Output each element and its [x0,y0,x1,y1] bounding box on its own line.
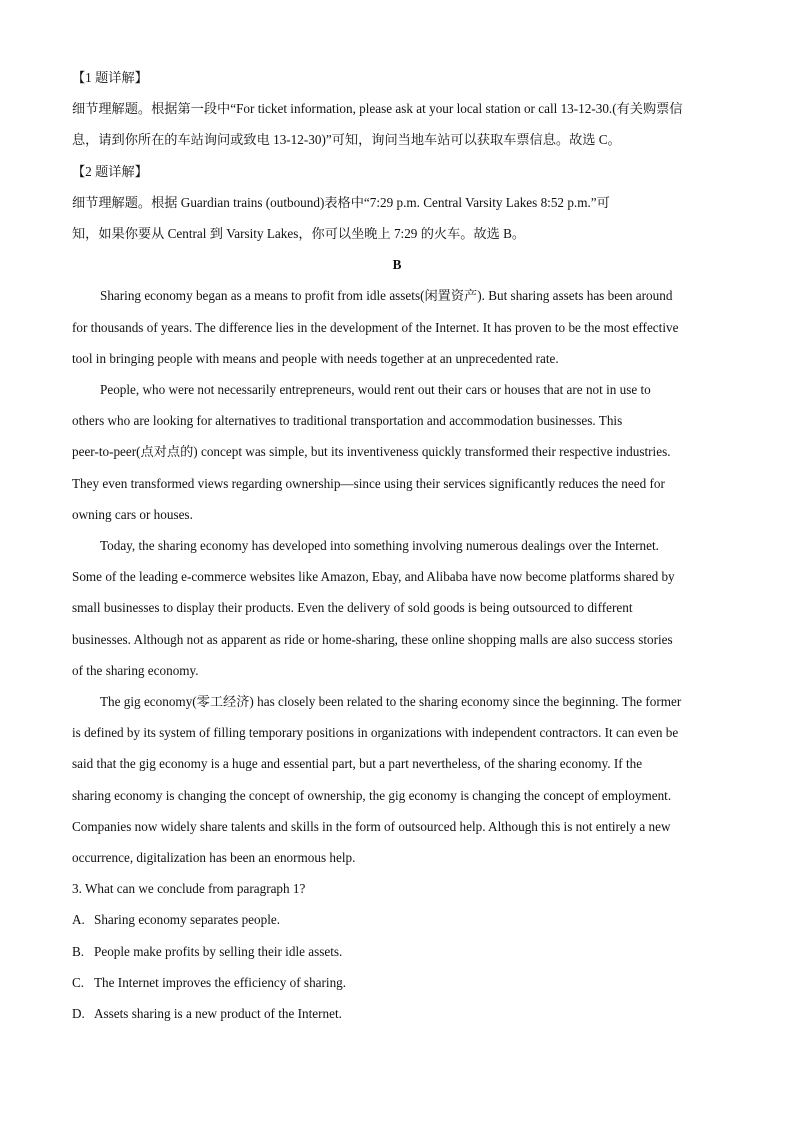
option-letter: D. [72,1006,85,1022]
option-text: Sharing economy separates people. [94,912,281,928]
question-stem [72,873,722,904]
option-b[interactable] [72,936,722,967]
explanation-line: 知，如果你要从 Central 到 Varsity Lakes，你可以坐晚上 7:29 的火车。故选 B。 [72,226,526,242]
document-page [72,62,722,1029]
option-text: Assets sharing is a new product of the Internet. [94,1006,342,1022]
passage-line: Sharing economy began as a means to profit from idle assets(闲置资产). But sharing assets has been around [100,288,673,304]
option-letter: B. [72,943,85,959]
passage-line: others who are looking for alternatives to traditional transportation and accommodation businesses. This [72,413,623,429]
option-a[interactable] [72,904,722,935]
passage-paragraph-3 [72,530,722,686]
passage-paragraph-2 [72,374,722,530]
passage-paragraph-4 [72,686,722,873]
option-text: The Internet improves the efficiency of sharing. [94,974,347,990]
explanation-line: 息，请到你所在的车站询问或致电 13-12-30)”可知，询问当地车站可以获取车票信息。故选 C。 [72,132,621,148]
passage-line: Some of the leading e-commerce websites like Amazon, Ebay, and Alibaba have now become platforms shared by [72,569,675,585]
passage-line: owning cars or houses. [72,506,193,522]
option-c[interactable] [72,967,722,998]
option-letter: C. [72,974,85,990]
passage-paragraph-1 [72,280,722,374]
passage-line: is defined by its system of filling temporary positions in organizations with independent contractors. It can even be [72,725,679,741]
explanation-line: 细节理解题。根据 Guardian trains (outbound)表格中“7:29 p.m. Central Varsity Lakes 8:52 p.m.”可 [72,194,610,210]
option-d[interactable] [72,998,722,1029]
passage-line: They even transformed views regarding ownership—since using their services significantly reduces the need for [72,475,665,491]
explanation-2 [72,156,722,250]
passage-line: sharing economy is changing the concept of ownership, the gig economy is changing the concept of employment. [72,787,672,803]
passage-line: People, who were not necessarily entrepreneurs, would rent out their cars or houses that are not in use to [100,382,651,398]
passage-line: tool in bringing people with means and people with needs together at an unprecedented rate. [72,350,559,366]
passage-line: businesses. Although not as apparent as ride or home-sharing, these online shopping malls are also success stories [72,631,673,647]
passage-line: occurrence, digitalization has been an enormous help. [72,850,356,866]
passage-line: small businesses to display their products. Even the delivery of sold goods is being outsourced to different [72,600,633,616]
passage-line: said that the gig economy is a huge and essential part, but a part nevertheless, of the sharing economy. If the [72,756,643,772]
passage-line: for thousands of years. The difference lies in the development of the Internet. It has proven to be the most effective [72,319,679,335]
question-3 [72,873,722,1029]
explanation-heading: 【1 题详解】 [72,70,148,85]
passage [72,280,722,873]
section-label: B [392,257,402,273]
option-letter: A. [72,912,85,928]
explanation-line: 细节理解题。根据第一段中“For ticket information, please ask at your local station or call 13-12-30.(有关购票信 [72,101,683,117]
question-number: 3. [72,881,82,897]
explanation-heading: 【2 题详解】 [72,163,148,179]
passage-line: Companies now widely share talents and skills in the form of outsourced help. Although this is not entirely a new [72,818,671,834]
passage-line: The gig economy(零工经济) has closely been related to the sharing economy since the beginning. The former [100,694,682,710]
option-text: People make profits by selling their idle assets. [94,943,343,959]
passage-line: Today, the sharing economy has developed into something involving numerous dealings over the Internet. [100,538,659,554]
passage-line: peer-to-peer(点对点的) concept was simple, but its inventiveness quickly transformed their respective industries. [72,444,671,460]
explanation-1 [72,62,722,156]
question-text: What can we conclude from paragraph 1? [84,881,306,897]
passage-line: of the sharing economy. [72,662,199,678]
